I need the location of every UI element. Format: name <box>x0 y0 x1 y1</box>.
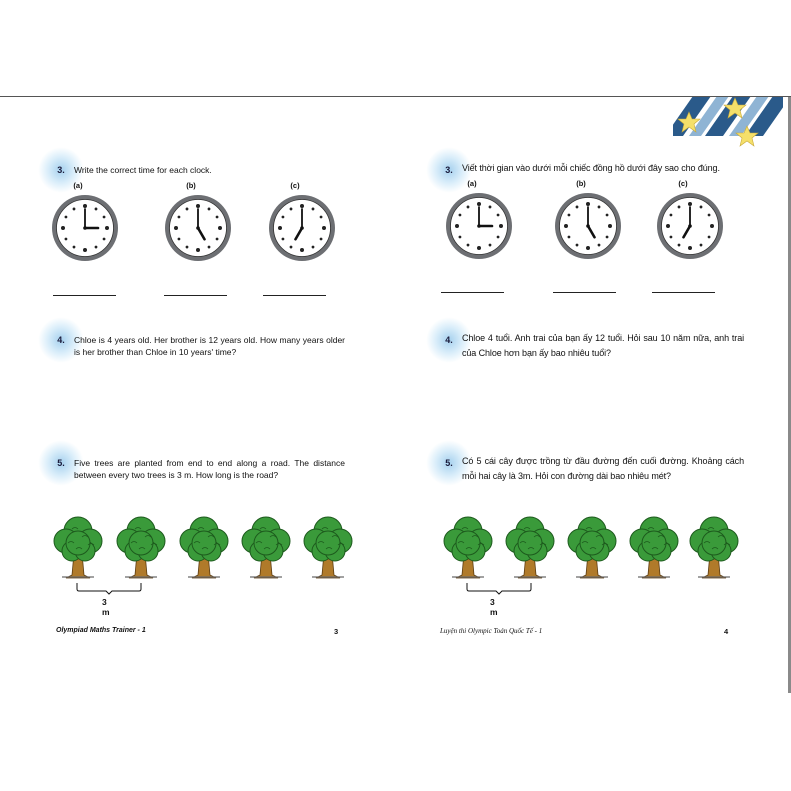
clock-label: (a) <box>73 181 83 190</box>
clock-tick <box>65 216 68 219</box>
clock-tick <box>459 236 462 239</box>
question-number: 3. <box>50 159 72 181</box>
clock-tick <box>216 238 219 241</box>
tree-foliage <box>580 531 604 555</box>
distance-bracket <box>76 583 142 595</box>
clock-tick <box>708 236 711 239</box>
clock-b <box>553 179 623 266</box>
tree-icon <box>115 515 167 581</box>
tree-foliage <box>702 531 726 555</box>
tree-icon <box>628 515 680 581</box>
clock-tick <box>61 226 65 230</box>
clock-tick <box>467 206 470 209</box>
answer-line[interactable] <box>652 292 715 293</box>
clock-icon <box>655 191 725 261</box>
clock-tick <box>290 208 293 211</box>
tree-icon <box>688 515 740 581</box>
clock-c <box>655 179 725 266</box>
answer-line[interactable] <box>263 295 326 296</box>
clock-tick <box>576 206 579 209</box>
clock-tick <box>218 226 222 230</box>
answer-line[interactable] <box>164 295 227 296</box>
tree-foliage <box>518 531 542 555</box>
clock-label: (c) <box>290 181 300 190</box>
clock-a <box>50 181 120 268</box>
clock-c <box>267 181 337 268</box>
tree-foliage <box>129 531 153 555</box>
clock-tick <box>606 236 609 239</box>
clock-tick <box>278 226 282 230</box>
distance-bracket <box>466 583 532 595</box>
clock-tick <box>670 236 673 239</box>
clock-tick <box>312 208 315 211</box>
clock-tick <box>208 208 211 211</box>
clock-tick <box>455 224 459 228</box>
clock-tick <box>103 216 106 219</box>
clock-tick <box>598 244 601 247</box>
clock-tick <box>103 238 106 241</box>
clock-tick <box>290 246 293 249</box>
clock-tick <box>586 202 590 206</box>
footer-title: Olympiad Maths Trainer - 1 <box>56 627 146 634</box>
tree-icon <box>178 515 230 581</box>
question-number: 5. <box>50 452 72 474</box>
clock-tick <box>489 244 492 247</box>
answer-line[interactable] <box>553 292 616 293</box>
clock-tick <box>83 204 87 208</box>
clock-tick <box>670 214 673 217</box>
clock-tick <box>477 202 481 206</box>
clock-tick <box>300 248 304 252</box>
clock-tick <box>700 206 703 209</box>
clock-tick <box>95 246 98 249</box>
tree-icon <box>442 515 494 581</box>
question-text: Viết thời gian vào dưới mỗi chiếc đồng hồ dưới đây sao cho đúng. <box>462 163 720 173</box>
clock-tick <box>95 208 98 211</box>
clock-tick <box>598 206 601 209</box>
tree-foliage <box>254 531 278 555</box>
tree-icon <box>52 515 104 581</box>
page-number: 4 <box>724 627 729 636</box>
clock-b <box>163 181 233 268</box>
clock-tick <box>467 244 470 247</box>
clock-tick <box>105 226 109 230</box>
clock-tick <box>320 216 323 219</box>
page-number: 3 <box>334 627 339 636</box>
clock-tick <box>208 246 211 249</box>
question-text: Write the correct time for each clock. <box>74 165 212 175</box>
clock-tick <box>586 246 590 250</box>
clock-center <box>300 226 304 230</box>
question-number: 4. <box>50 329 72 351</box>
clock-tick <box>282 238 285 241</box>
clock-center <box>83 226 87 230</box>
clock-tick <box>186 246 189 249</box>
tree-foliage <box>456 531 480 555</box>
clock-label: (a) <box>467 179 477 188</box>
question-text: Chloe 4 tuổi. Anh trai của bạn ấy 12 tuổi. Hỏi sau 10 năm nữa, anh trai của Chloe hơn bạn ấy bao nhiêu tuổi? <box>462 333 744 358</box>
clock-tick <box>178 238 181 241</box>
tree-foliage <box>642 531 666 555</box>
answer-line[interactable] <box>441 292 504 293</box>
clock-tick <box>568 214 571 217</box>
clock-tick <box>606 214 609 217</box>
clock-label: (b) <box>576 179 586 188</box>
tree-icon <box>302 515 354 581</box>
clock-icon <box>50 193 120 263</box>
clock-icon <box>267 193 337 263</box>
clock-tick <box>688 202 692 206</box>
clock-center <box>688 224 692 228</box>
clock-tick <box>65 238 68 241</box>
clock-icon <box>444 191 514 261</box>
clock-tick <box>174 226 178 230</box>
distance-label: 3 m <box>102 597 110 617</box>
question-number: 4. <box>438 329 460 351</box>
clock-tick <box>499 224 503 228</box>
clock-tick <box>83 248 87 252</box>
clock-tick <box>73 208 76 211</box>
book-spread <box>0 96 791 695</box>
question-number: 3. <box>438 159 460 181</box>
clock-tick <box>608 224 612 228</box>
clock-tick <box>477 246 481 250</box>
clock-label: (b) <box>186 181 196 190</box>
footer-title: Luyện thi Olympic Toán Quốc Tế - 1 <box>440 627 543 635</box>
clock-tick <box>322 226 326 230</box>
clock-tick <box>320 238 323 241</box>
clock-tick <box>489 206 492 209</box>
tree-icon <box>504 515 556 581</box>
clock-center <box>586 224 590 228</box>
clock-center <box>196 226 200 230</box>
clock-tick <box>564 224 568 228</box>
tree-foliage <box>192 531 216 555</box>
clock-tick <box>710 224 714 228</box>
clock-tick <box>196 248 200 252</box>
question-text: Chloe is 4 years old. Her brother is 12 years old. How many years older is her brother than Chloe in 10 years' time? <box>74 335 345 357</box>
clock-tick <box>568 236 571 239</box>
tree-foliage <box>66 531 90 555</box>
clock-tick <box>666 224 670 228</box>
tree-icon <box>240 515 292 581</box>
clock-tick <box>300 204 304 208</box>
question-text: Có 5 cái cây được trồng từ đầu đường đến cuối đường. Khoảng cách mỗi hai cây là 3m. Hỏi con đường dài bao nhiêu mét? <box>462 456 744 481</box>
clock-label: (c) <box>678 179 688 188</box>
clock-tick <box>688 246 692 250</box>
clock-tick <box>312 246 315 249</box>
right-page <box>396 97 788 695</box>
clock-center <box>477 224 481 228</box>
clock-tick <box>678 206 681 209</box>
clock-tick <box>196 204 200 208</box>
clock-tick <box>216 216 219 219</box>
clock-tick <box>186 208 189 211</box>
clock-tick <box>576 244 579 247</box>
clock-tick <box>282 216 285 219</box>
answer-line[interactable] <box>53 295 116 296</box>
clock-tick <box>178 216 181 219</box>
clock-tick <box>678 244 681 247</box>
tree-icon <box>566 515 618 581</box>
clock-tick <box>459 214 462 217</box>
left-page <box>0 97 395 695</box>
distance-label: 3 m <box>490 597 498 617</box>
clock-tick <box>708 214 711 217</box>
question-number: 5. <box>438 452 460 474</box>
clock-tick <box>700 244 703 247</box>
clock-a <box>444 179 514 266</box>
clock-icon <box>553 191 623 261</box>
tree-foliage <box>316 531 340 555</box>
clock-tick <box>497 214 500 217</box>
clock-tick <box>73 246 76 249</box>
clock-icon <box>163 193 233 263</box>
clock-tick <box>497 236 500 239</box>
question-text: Five trees are planted from end to end along a road. The distance between every two trees is 3 m. How long is the road? <box>74 458 345 480</box>
